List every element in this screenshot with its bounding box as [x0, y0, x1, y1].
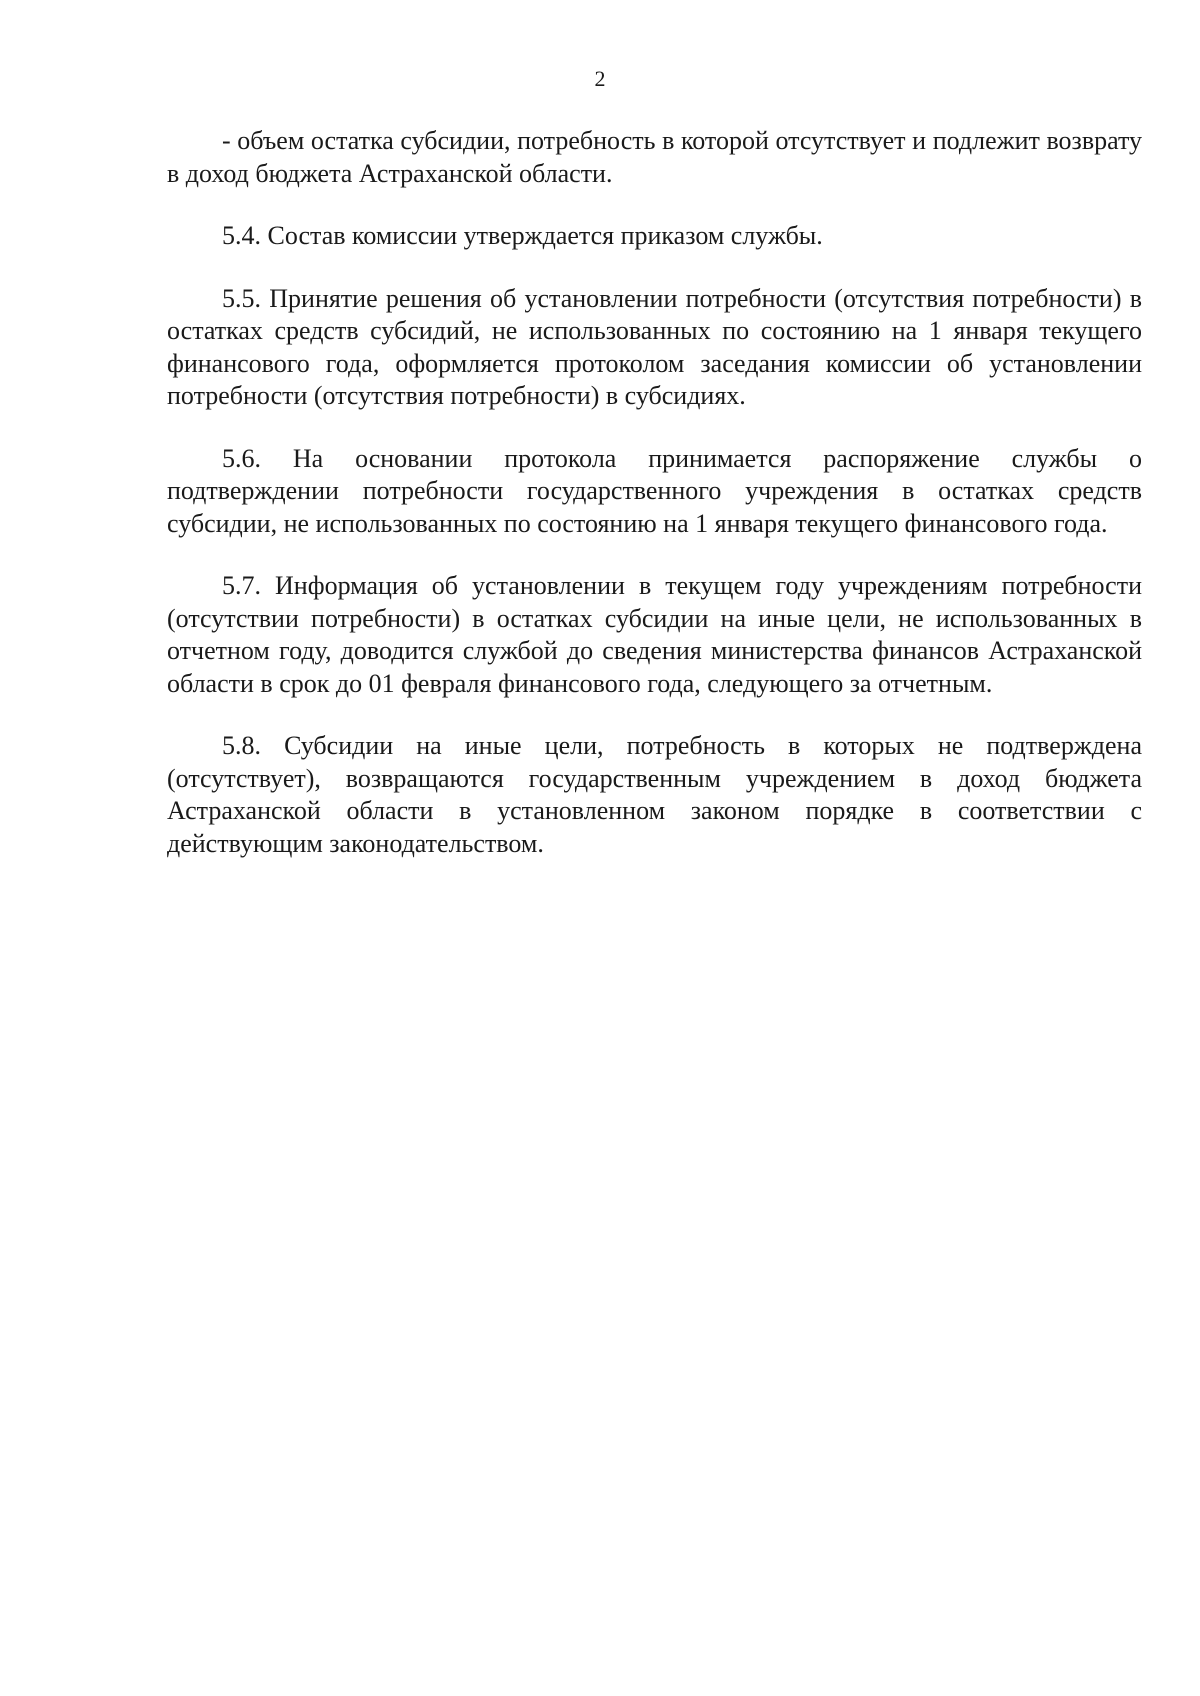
paragraph-subsidy-remainder: - объем остатка субсидии, потребность в которой отсутствует и подлежит возврату в доход бюджета Астраханской области. — [167, 126, 1142, 188]
document-body — [167, 125, 1142, 890]
paragraph-5-7: 5.7. Информация об установлении в текущем году учреждениям потребности (отсутствии потребности) в остатках субсидии на иные цели, не использованных в отчетном году, доводится службой до сведения министерства финансов Астраханской области в срок до 01 февраля финансового года, следующего за отчетным. — [167, 571, 1142, 698]
paragraph-5-8: 5.8. Субсидии на иные цели, потребность в которых не подтверждена (отсутствует), возвращаются государственным учреждением в доход бюджета Астраханской области в установленном законом порядке в соответствии с действующим законодательством. — [167, 731, 1142, 858]
paragraph-5-6: 5.6. На основании протокола принимается распоряжение службы о подтверждении потребности государственного учреждения в остатках средств субсидии, не использованных по состоянию на 1 января текущего финансового года. — [167, 443, 1142, 538]
paragraph-5-5: 5.5. Принятие решения об установлении потребности (отсутствия потребности) в остатках средств субсидий, не использованных по состоянию на 1 января текущего финансового года, оформляется протоколом заседания комиссии об установлении потребности (отсутствия потребности) в субсидиях. — [167, 283, 1142, 410]
page-number: 2 — [594, 66, 606, 91]
paragraph-5-4: 5.4. Состав комиссии утверждается приказом службы. — [222, 221, 823, 250]
